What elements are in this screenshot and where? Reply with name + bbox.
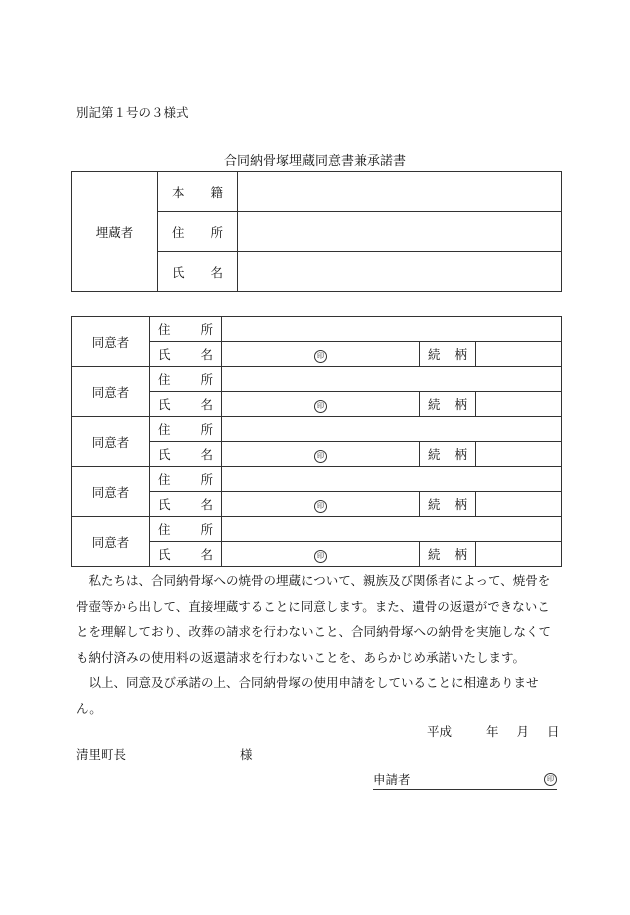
consenter-name-field[interactable] — [222, 442, 420, 467]
field-honseki[interactable] — [238, 172, 562, 212]
consenter-table — [71, 316, 562, 567]
consenter-address-field[interactable] — [222, 517, 562, 542]
field-name[interactable] — [238, 252, 562, 292]
seal-icon: 印 — [314, 450, 327, 463]
honorific: 様 — [240, 747, 253, 762]
consenter-name-field[interactable] — [222, 342, 420, 367]
consenter-name-field[interactable] — [222, 492, 420, 517]
date-line — [427, 722, 560, 740]
label-name: 氏 名 — [158, 252, 238, 292]
consenter-address-label: 住 所 — [150, 317, 222, 342]
consenter-address-field[interactable] — [222, 417, 562, 442]
consenter-address-label: 住 所 — [150, 367, 222, 392]
consenter-label: 同意者 — [72, 317, 150, 367]
consenter-address-label: 住 所 — [150, 417, 222, 442]
seal-icon: 印 — [314, 400, 327, 413]
consenter-name-label: 氏 名 — [150, 342, 222, 367]
label-address: 住 所 — [158, 212, 238, 252]
consenter-name-label: 氏 名 — [150, 392, 222, 417]
consenter-label: 同意者 — [72, 517, 150, 567]
applicant-line[interactable] — [373, 770, 557, 790]
consenter-relation-field[interactable] — [476, 442, 562, 467]
consenter-address-row — [72, 517, 562, 542]
consenter-name-label: 氏 名 — [150, 542, 222, 567]
consenter-address-row — [72, 317, 562, 342]
applicant-label: 申請者 — [373, 772, 411, 787]
statement-paragraph-2: 以上、同意及び承諾の上、合同納骨塚の使用申請をしていることに相違ありません。 — [76, 675, 539, 716]
label-honseki: 本 籍 — [158, 172, 238, 212]
date-day: 日 — [547, 724, 560, 739]
burial-person-label: 埋蔵者 — [72, 172, 158, 292]
consenter-address-row — [72, 467, 562, 492]
date-year: 年 — [486, 724, 499, 739]
addressee: 清里町長 — [76, 747, 127, 762]
burial-person-table — [71, 171, 562, 292]
consenter-name-label: 氏 名 — [150, 492, 222, 517]
form-number-label: 別記第１号の３様式 — [76, 105, 189, 120]
document-title: 合同納骨塚埋蔵同意書兼承諾書 — [223, 154, 406, 169]
seal-icon: 印 — [314, 500, 327, 513]
consenter-address-label: 住 所 — [150, 517, 222, 542]
consenter-name-field[interactable] — [222, 392, 420, 417]
statement-text — [76, 568, 559, 721]
statement-paragraph-1: 私たちは、合同納骨塚への焼骨の埋蔵について、親族及び関係者によって、焼骨を骨壺等から出して、直接埋蔵することに同意します。また、遺骨の返還ができないことを理解しており、改葬の請求を行わないこと、合同納骨塚への納骨を実施しなくても納付済みの使用料の返還請求を行わないことを、あらかじめ承諾いたします。 — [76, 573, 552, 665]
consenter-name-label: 氏 名 — [150, 442, 222, 467]
consenter-relation-label: 続 柄 — [420, 342, 476, 367]
consenter-address-field[interactable] — [222, 317, 562, 342]
seal-icon: 印 — [314, 350, 327, 363]
consenter-label: 同意者 — [72, 367, 150, 417]
seal-icon: 印 — [314, 550, 327, 563]
consenter-address-field[interactable] — [222, 367, 562, 392]
consenter-address-row — [72, 367, 562, 392]
consenter-relation-label: 続 柄 — [420, 492, 476, 517]
consenter-relation-field[interactable] — [476, 492, 562, 517]
applicant-seal-icon: 印 — [544, 773, 557, 786]
consenter-address-row — [72, 417, 562, 442]
consenter-relation-field[interactable] — [476, 392, 562, 417]
date-month: 月 — [516, 724, 530, 739]
date-era: 平成 — [427, 724, 453, 739]
consenter-name-field[interactable] — [222, 542, 420, 567]
consenter-relation-field[interactable] — [476, 542, 562, 567]
consenter-relation-field[interactable] — [476, 342, 562, 367]
consenter-relation-label: 続 柄 — [420, 442, 476, 467]
consenter-label: 同意者 — [72, 467, 150, 517]
consenter-relation-label: 続 柄 — [420, 542, 476, 567]
consenter-address-label: 住 所 — [150, 467, 222, 492]
consenter-label: 同意者 — [72, 417, 150, 467]
consenter-relation-label: 続 柄 — [420, 392, 476, 417]
consenter-address-field[interactable] — [222, 467, 562, 492]
field-address[interactable] — [238, 212, 562, 252]
